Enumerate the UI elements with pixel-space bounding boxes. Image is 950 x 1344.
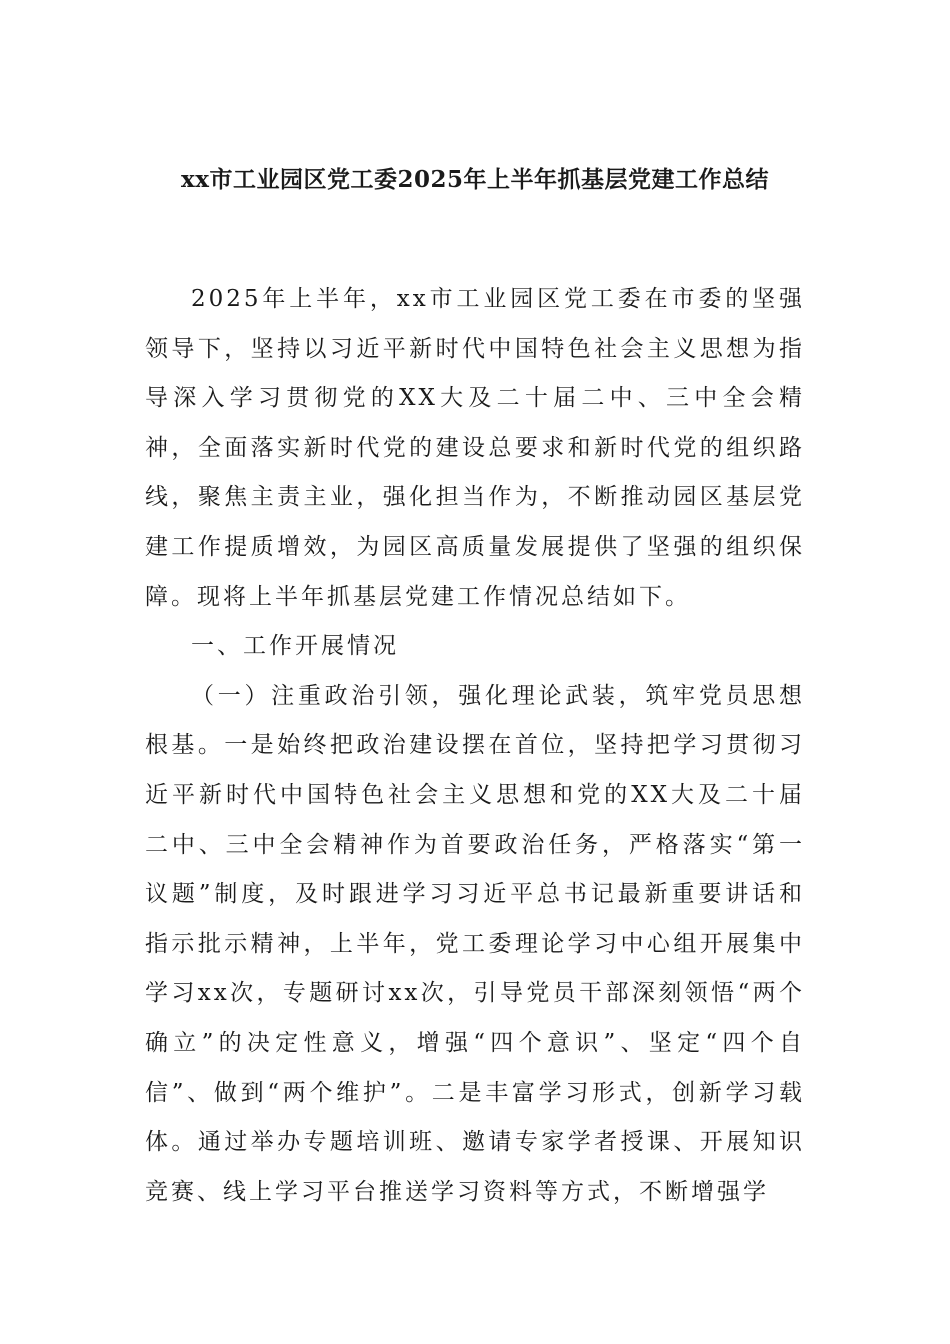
paragraph-section-1: （一）注重政治引领，强化理论武装，筑牢党员思想根基。一是始终把政治建设摆在首位，坚持把学习贯彻习近平新时代中国特色社会主义思想和党的XX大及二十届二中、三中全会精神作为首要政治任务，严格落实“第一议题”制度，及时跟进学习习近平总书记最新重要讲话和指示批示精神，上半年，党工委理论学习中心组开展集中学习xx次，专题研讨xx次，引导党员干部深刻领悟“两个确立”的决定性意义，增强“四个意识”、坚定“四个自信”、做到“两个维护”。二是丰富学习形式，创新学习载体。通过举办专题培训班、邀请专家学者授课、开展知识竞赛、线上学习平台推送学习资料等方式，不断增强学 [145,682,805,1205]
document-body [145,275,805,1217]
document-title: xx市工业园区党工委2025年上半年抓基层党建工作总结 [181,166,769,193]
section-heading: 一、工作开展情况 [191,633,399,660]
paragraph-intro: 2025年上半年，xx市工业园区党工委在市委的坚强领导下，坚持以习近平新时代中国特色社会主义思想为指导深入学习贯彻党的XX大及二十届二中、三中全会精神，全面落实新时代党的建设总要求和新时代党的组织路线，聚焦主责主业，强化担当作为，不断推动园区基层党建工作提质增效，为园区高质量发展提供了坚强的组织保障。现将上半年抓基层党建工作情况总结如下。 [145,286,805,610]
